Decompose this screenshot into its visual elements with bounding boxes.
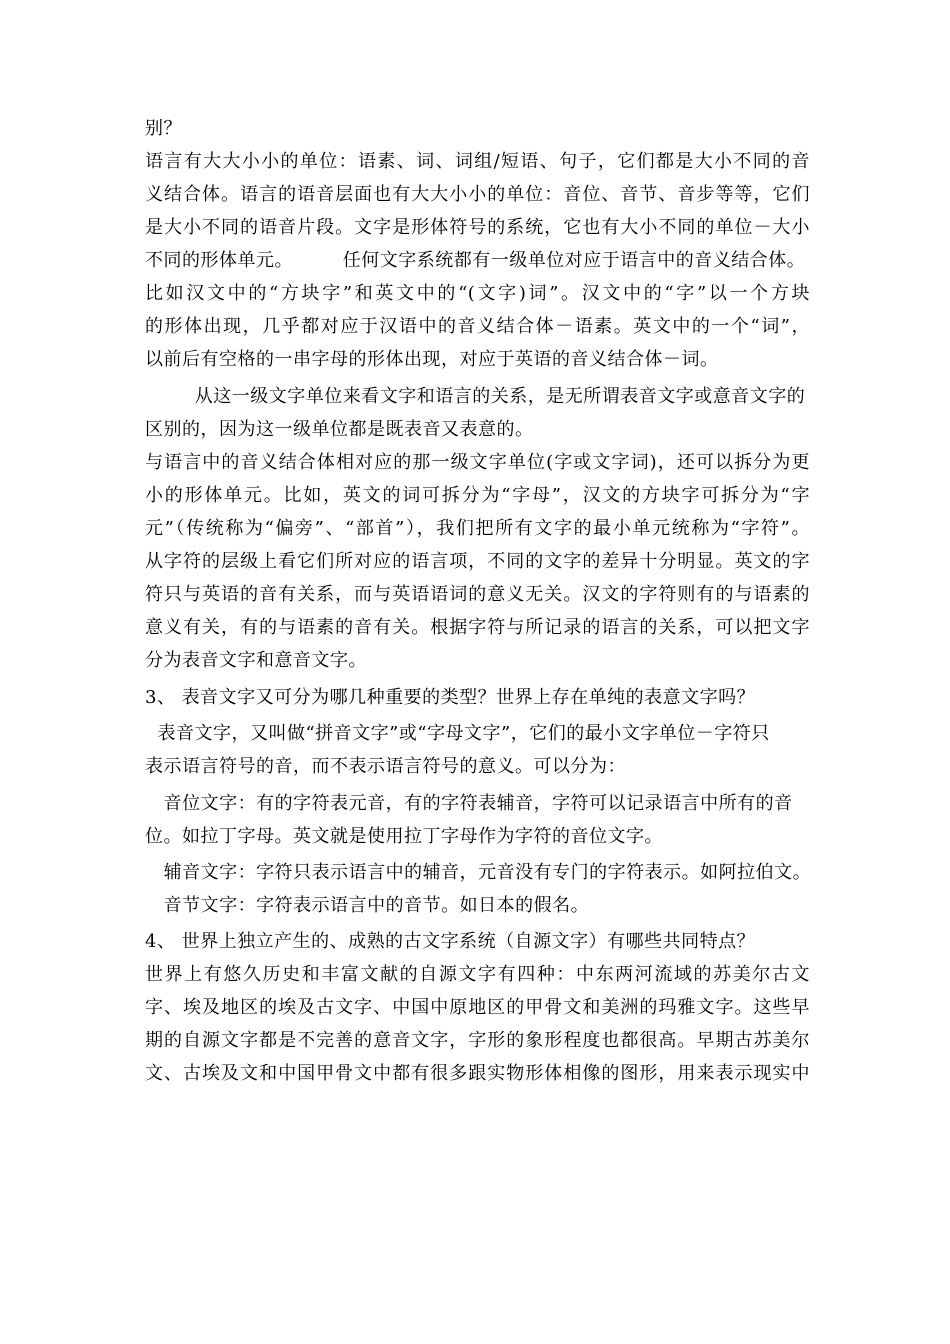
text-line-15: 符只与英语的音有关系，而与英语语词的意义无关。汉文的字符则有的与语素的 <box>145 584 810 605</box>
text-line-29: 文、古埃及文和中国甲骨文中都有很多跟实物形体相像的图形，用来表示现实中 <box>145 1063 810 1084</box>
text-line-12: 小的形体单元。比如，英文的词可拆分为“字母”，汉文的方块字可拆分为“字 <box>145 485 810 506</box>
question-3-heading: 3、 表音文字又可分为哪几种重要的类型？世界上存在单纯的表意文字吗？ <box>145 687 756 708</box>
text-line-8: 以前后有空格的一串字母的形体出现，对应于英语的音义结合体－词。 <box>145 349 719 370</box>
text-line-21: 音位文字：有的字符表元音，有的字符表辅音，字符可以记录语言中所有的音 <box>145 793 793 814</box>
text-line-10: 区别的，因为这一级单位都是既表音又表意的。 <box>145 419 534 440</box>
text-line-1: 别？ <box>145 118 182 139</box>
text-line-27: 字、埃及地区的埃及古文字、中国中原地区的甲骨文和美洲的玛雅文字。这些早 <box>145 997 810 1018</box>
text-line-5: 不同的形体单元。 任何文字系统都有一级单位对应于语言中的音义结合体。 <box>145 250 806 271</box>
text-line-26: 世界上有悠久历史和丰富文献的自源文字有四种：中东两河流域的苏美尔古文 <box>145 964 810 985</box>
text-line-19: 表音文字，又叫做“拼音文字”或“字母文字”，它们的最小文字单位－字符只 <box>145 723 770 744</box>
text-line-23: 辅音文字：字符只表示语言中的辅音，元音没有专门的字符表示。如阿拉伯文。 <box>145 862 812 883</box>
text-line-28: 期的自源文字都是不完善的意音文字，字形的象形程度也都很高。早期古苏美尔 <box>145 1030 810 1051</box>
text-line-24: 音节文字：字符表示语言中的音节。如日本的假名。 <box>145 895 590 916</box>
text-line-4: 是大小不同的语音片段。文字是形体符号的系统，它也有大小不同的单位－大小 <box>145 217 810 238</box>
text-line-3: 义结合体。语言的语音层面也有大大小小的单位：音位、音节、音步等等，它们 <box>145 184 810 205</box>
question-4-heading: 4、 世界上独立产生的、成熟的古文字系统（自源文字）有哪些共同特点？ <box>145 931 756 952</box>
text-line-16: 意义有关，有的与语素的音有关。根据字符与所记录的语言的关系，可以把文字 <box>145 617 810 638</box>
text-line-22: 位。如拉丁字母。英文就是使用拉丁字母作为字符的音位文字。 <box>145 826 663 847</box>
text-line-9: 从这一级文字单位来看文字和语言的关系，是无所谓表音文字或意音文字的 <box>145 386 806 407</box>
text-line-11: 与语言中的音义结合体相对应的那一级文字单位(字或文字词)，还可以拆分为更 <box>145 452 810 473</box>
document-body <box>145 112 810 1090</box>
text-line-6: 比如汉文中的“方块字”和英文中的“(文字)词”。汉文中的“字”以一个方块 <box>145 283 810 304</box>
text-line-17: 分为表音文字和意音文字。 <box>145 650 367 671</box>
text-line-14: 从字符的层级上看它们所对应的语言项，不同的文字的差异十分明显。英文的字 <box>145 551 810 572</box>
text-line-13: 元”（传统称为“偏旁”、“部首”），我们把所有文字的最小单元统称为“字符”。 <box>145 518 810 539</box>
text-line-2: 语言有大大小小的单位：语素、词、词组/短语、句子，它们都是大小不同的音 <box>145 151 810 172</box>
text-line-7: 的形体出现，几乎都对应于汉语中的音义结合体－语素。英文中的一个“词”， <box>145 316 810 337</box>
text-line-20: 表示语言符号的音，而不表示语言符号的意义。可以分为： <box>145 756 626 777</box>
